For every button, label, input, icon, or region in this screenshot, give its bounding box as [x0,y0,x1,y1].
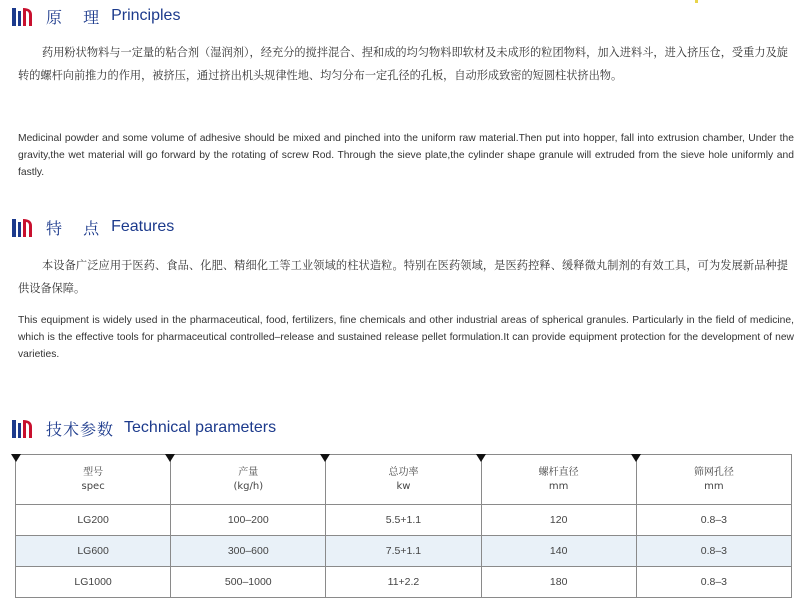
features-body-cn: 本设备广泛应用于医药、食品、化肥、精细化工等工业领域的柱状造粒。特别在医药领域，是医药控释、缓释微丸制剂的有效工具，可为发展新品种提供设备保障。 [18,259,788,295]
column-header-cn: 产量 [238,466,259,478]
column-header [481,455,636,505]
features-title-en: Features [111,218,175,235]
column-header [326,455,481,505]
features-body-en: This equipment is widely used in the pharmaceutical, food, fertilizers, fine chemicals and other industrial areas of spherical granules. Particularly in the field of medicine, which is the effective tools for pharmaceutical controlled–release and sustained release pellet formulation.It can provide equipment protection for the development of new varieties. [18,315,794,360]
technical-title-cn: 技术参数 [46,419,115,439]
company-logo-icon [12,418,34,438]
column-header-en: (kg/h) [233,480,264,492]
table-cell: 300–600 [171,536,326,567]
table-row [16,536,792,567]
table-cell: 120 [481,505,636,536]
column-header-en: kw [396,480,411,492]
technical-heading [12,416,276,440]
technical-title-en: Technical parameters [124,419,277,436]
column-header-cn: 型号 [83,466,104,478]
table-cell: 0.8–3 [636,505,791,536]
principles-title-en: Principles [111,7,181,24]
company-logo-icon [12,6,34,26]
technical-parameters-table [15,454,792,598]
features-heading [12,215,174,239]
column-header [636,455,791,505]
table-cell: 0.8–3 [636,567,791,598]
table-cell: 7.5+1.1 [326,536,481,567]
table-cell: LG1000 [16,567,171,598]
table-header-row [16,455,792,505]
column-header-cn: 螺杆直径 [538,466,579,478]
table-cell: 140 [481,536,636,567]
table-cell: 5.5+1.1 [326,505,481,536]
column-header [171,455,326,505]
principles-heading [12,4,180,28]
decorative-dot [695,0,698,3]
column-header [16,455,171,505]
features-title-cn: 特 点 [46,218,108,238]
table-cell: 500–1000 [171,567,326,598]
table-cell: 11+2.2 [326,567,481,598]
column-header-en: mm [704,480,724,492]
table-cell: 180 [481,567,636,598]
table-cell: LG200 [16,505,171,536]
table-row [16,505,792,536]
column-header-cn: 总功率 [388,466,419,478]
column-header-en: mm [548,480,569,492]
table-cell: 0.8–3 [636,536,791,567]
principles-body-cn: 药用粉状物料与一定量的粘合剂（湿润剂），经充分的搅拌混合、捏和成的均匀物料即软材及未成形的粒团物料，加入进料斗，进入挤压仓，受重力及旋转的螺杆向前推力的作用，被挤压，通过挤出机头规律性地、均匀分布一定孔径的孔板，自动形成致密的短圆柱状挤出物。 [18,46,788,82]
column-header-en: spec [81,480,105,492]
principles-title-cn: 原 理 [46,7,108,27]
table-row [16,567,792,598]
company-logo-icon [12,217,34,237]
table-cell: 100–200 [171,505,326,536]
triangle-marker-icon [11,454,21,462]
table-cell: LG600 [16,536,171,567]
column-header-cn: 筛网孔径 [693,466,734,478]
principles-body-en: Medicinal powder and some volume of adhesive should be mixed and pinched into the uniform raw material.Then put into hopper, fall into extrusion chamber, Under the gravity,the wet material will go forward by the rotating of screw Rod. Through the sieve plate,the cylinder shape granule will extruded from the sieve hole uniformly and fastly. [18,133,794,178]
